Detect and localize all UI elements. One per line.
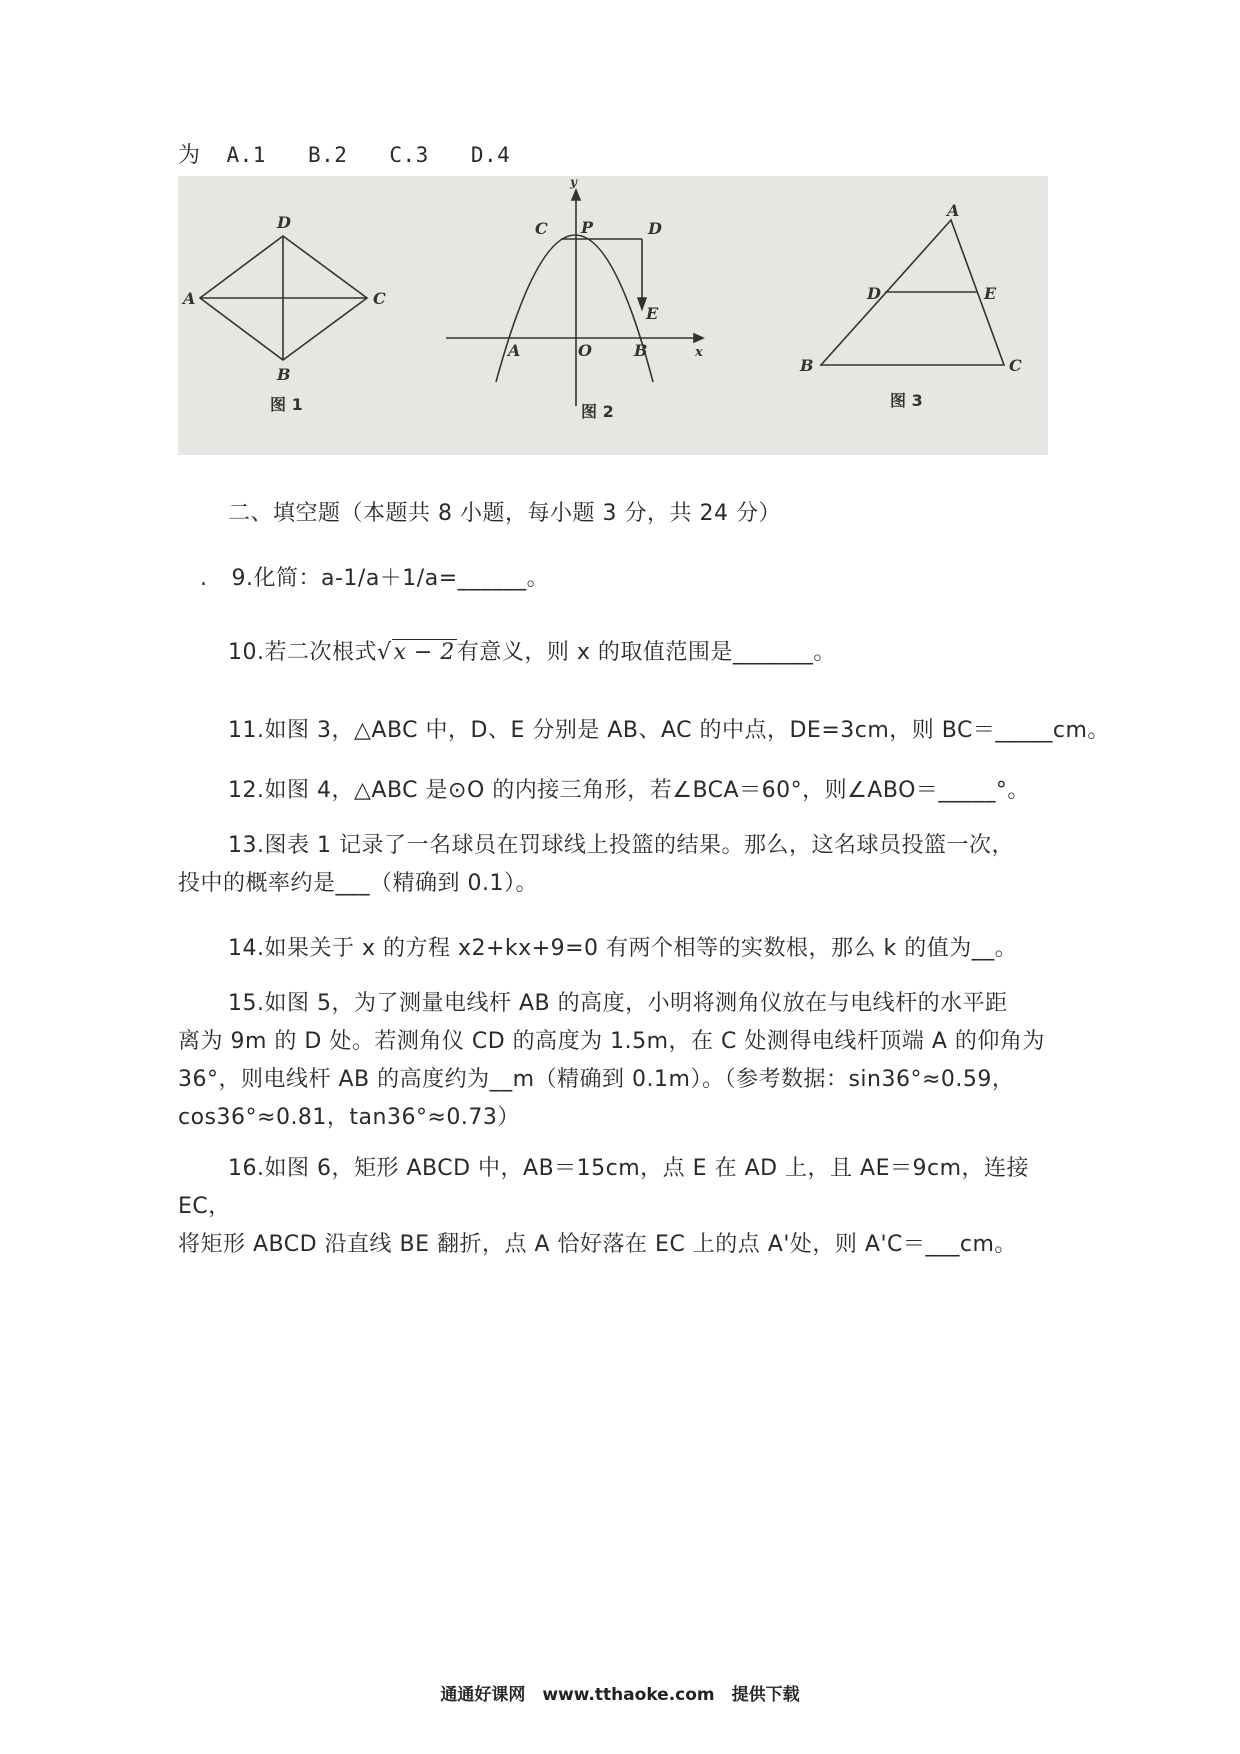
- fig2-x-arrow: [694, 334, 703, 342]
- fig3-label-b: B: [800, 356, 814, 375]
- choices-line: [178, 138, 552, 169]
- choice-b: B.2: [307, 143, 348, 167]
- question-10: [228, 635, 836, 666]
- fig3-caption: 图 3: [890, 391, 923, 410]
- q10-after: 有意义，则 x 的取值范围是_______。: [456, 640, 836, 665]
- fig2-label-a: A: [508, 341, 521, 360]
- footer-source: 通通好课网 www.tthaoke.com 提供下载: [440, 1685, 800, 1705]
- q15-line2: 离为 9m 的 D 处。若测角仪 CD 的高度为 1.5m，在 C 处测得电线杆顶端 A 的仰角为: [178, 1029, 1045, 1054]
- q15-line4: cos36°≈0.81，tan36°≈0.73）: [178, 1105, 520, 1130]
- fig1-label-b: B: [277, 365, 291, 384]
- fig2-label-y: y: [570, 176, 577, 189]
- q16-line1-text: 16.如图 6，矩形 ABCD 中，AB＝15cm，点 E 在 AD 上，且 AE＝9cm，连接 EC，: [178, 1156, 1030, 1219]
- fig1-label-c: C: [373, 289, 386, 308]
- q16-line2: 将矩形 ABCD 沿直线 BE 翻折，点 A 恰好落在 EC 上的点 A'处，则 A'C＝___cm。: [178, 1232, 1017, 1257]
- fig2-arrow-e: [638, 298, 646, 309]
- figure-panel: [178, 176, 1048, 455]
- fig2-label-d: D: [648, 219, 662, 238]
- question-16: [178, 1150, 1070, 1264]
- q13-line1: [178, 827, 1070, 865]
- q9-dot: .: [200, 566, 208, 591]
- q13-line2: 投中的概率约是___（精确到 0.1）。: [178, 871, 538, 896]
- choice-d: D.4: [470, 143, 511, 167]
- section-title: 二、填空题（本题共 8 小题，每小题 3 分，共 24 分）: [228, 501, 781, 526]
- q9-text: 9.化简：a-1/a＋1/a=______。: [231, 566, 550, 591]
- fig2-label-p: P: [581, 218, 594, 237]
- fig3-label-d: D: [867, 284, 881, 303]
- choice-a: A.1: [226, 143, 266, 167]
- figure-1: [200, 236, 367, 360]
- choice-c: C.3: [389, 143, 429, 167]
- figure-3: [821, 220, 1004, 365]
- fig3-label-e: E: [984, 284, 997, 303]
- sqrt-symbol: √: [377, 640, 392, 665]
- fig3-label-a: A: [947, 201, 960, 220]
- fig1-caption: 图 1: [270, 395, 303, 414]
- q10-radicand: x − 2: [393, 640, 455, 665]
- q15-line1: [178, 985, 1070, 1023]
- question-14: 14.如果关于 x 的方程 x2+kx+9=0 有两个相等的实数根，那么 k 的值为__。: [228, 936, 1018, 961]
- question-15: [178, 985, 1070, 1137]
- question-9: [200, 561, 549, 592]
- q15-line3: 36°，则电线杆 AB 的高度约为__m（精确到 0.1m）。（参考数据：sin36°≈0.59，: [178, 1067, 1015, 1092]
- fig3-label-c: C: [1009, 356, 1022, 375]
- q10-before: 10.若二次根式: [228, 640, 377, 665]
- figure-2: [446, 190, 703, 406]
- question-13: [178, 827, 1070, 903]
- fig1-label-a: A: [183, 289, 196, 308]
- choices-prefix: 为: [178, 143, 201, 168]
- fig2-label-x: x: [695, 345, 703, 360]
- figures-svg: [178, 176, 1048, 455]
- fig2-label-b: B: [634, 341, 648, 360]
- q16-line1: [178, 1150, 1070, 1226]
- q15-line1-text: 15.如图 5，为了测量电线杆 AB 的高度，小明将测角仪放在与电线杆的水平距: [228, 991, 1008, 1016]
- fig2-label-e: E: [646, 304, 659, 323]
- question-12: 12.如图 4，△ABC 是⊙O 的内接三角形，若∠BCA＝60°，则∠ABO＝_____°。: [228, 778, 1030, 803]
- fig2-label-c: C: [535, 219, 548, 238]
- q10-radical: [377, 639, 457, 665]
- q13-line1-text: 13.图表 1 记录了一名球员在罚球线上投篮的结果。那么，这名球员投篮一次，: [228, 833, 1014, 858]
- question-11: 11.如图 3，△ABC 中，D、E 分别是 AB、AC 的中点，DE=3cm，则 BC＝_____cm。: [228, 718, 1110, 743]
- fig2-y-arrow: [572, 190, 580, 200]
- fig1-label-d: D: [277, 213, 291, 232]
- fig2-caption: 图 2: [581, 402, 614, 421]
- fig2-label-o: O: [578, 341, 592, 360]
